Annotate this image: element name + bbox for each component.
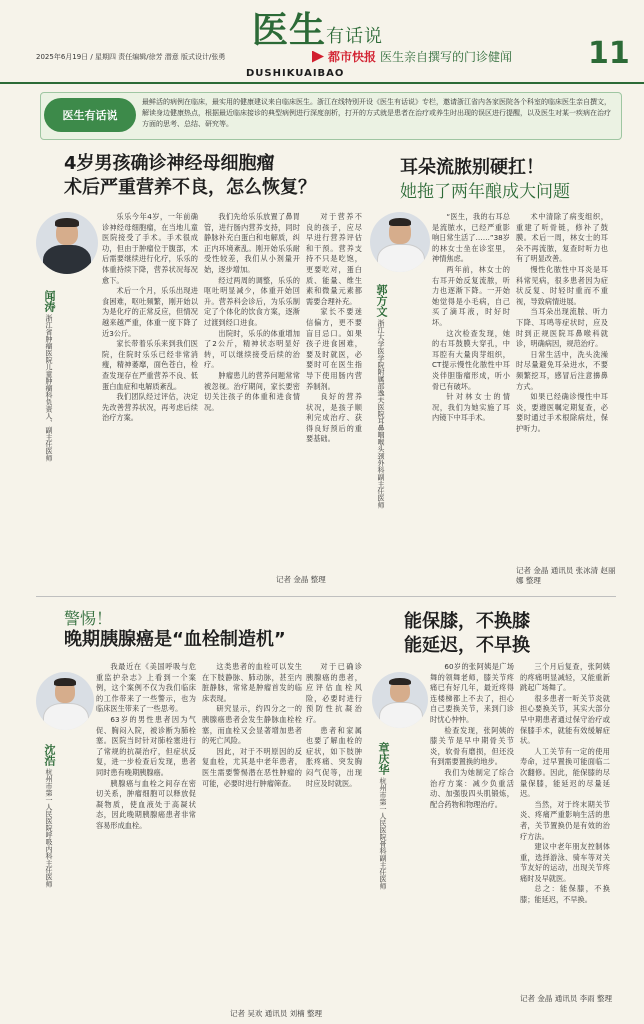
- a3-paragraph: 这类患者的血栓可以发生在下肢静脉、肺动脉，甚至内脏静脉，常常是肿瘤首发的临床表现。: [202, 662, 302, 703]
- a2-paragraph: 术中清除了病变组织，重建了听骨链，修补了鼓膜。术后一周，林女士的耳朵不再流脓，复查时听力也有了明显改善。: [516, 212, 608, 264]
- a4-author-title: 杭州市第一人民医院骨科副主任医师: [379, 777, 387, 890]
- section-title: [252, 2, 383, 53]
- a3-author-title: 杭州市第一人民医院呼吸内科主任医师: [45, 768, 53, 888]
- k-logo-icon: [312, 51, 324, 63]
- header-divider: [0, 82, 644, 84]
- a4-paragraph: 60岁的张阿姨是广场舞的领舞老师，膝关节疼痛已有好几年，最近疼得连楼梯都上不去了，担心自己要换关节，来到门诊时忧心忡忡。: [430, 662, 514, 724]
- a2-paragraph: 如果已经确诊慢性中耳炎，要遵医嘱定期复查，必要时通过手术根除病灶，保护听力。: [516, 392, 608, 433]
- a2-paragraph: 当耳朵出现流脓、听力下降、耳鸣等症状时，应及时到正规医院耳鼻喉科就诊，明确病因，规范治疗。: [516, 307, 608, 349]
- section-suffix: 有话说: [326, 26, 384, 47]
- a2-author: [376, 284, 386, 584]
- a1-column-3: [306, 212, 362, 572]
- a4-author: [378, 742, 388, 992]
- a4-author-name: 章庆华: [377, 742, 390, 775]
- a2-credit: 记者 金晶 通讯员 张冰清 赵丽娜 整理: [516, 566, 616, 585]
- a3-paragraph: 63岁的男性患者因为气促、胸闷入院，被诊断为肺栓塞。医院当时针对肺栓塞进行了常规的抗凝治疗，但症状反复，进一步检查后发现，患者同时患有晚期胰腺癌。: [96, 714, 196, 777]
- brand-slogan: 医生亲自撰写的门诊健闻: [380, 50, 513, 64]
- a1-author: [44, 290, 54, 580]
- a2-headline: 耳朵流脓别硬扛！: [400, 157, 544, 178]
- a1-paragraph: 家长不要迷信偏方，更不要盲目忌口。如果孩子进食困难，要及时就医，必要时可在医生指导下使用肠内营养制剂。: [306, 307, 362, 391]
- a2-paragraph: 这次检查发现，她的右耳鼓膜大穿孔，中耳腔有大量肉芽组织，CT提示慢性化脓性中耳炎伴胆脂瘤形成，听小骨已有破坏。: [432, 328, 510, 391]
- a1-column-2: [204, 212, 300, 582]
- a1-subheadline: 术后严重营养不良，怎么恢复？: [64, 177, 316, 198]
- intro-text: 最鲜活的病例在临床，最实用的健康建议来自临床医生。浙江在线特别开设《医生有话说》专栏，邀请浙江省内各家医院各个科室的临床医生亲自撰文，解读身边健康热点，根据最近临床接诊的典型病例进行深度剖析，打开的方式就是患者在治疗或养生时出现的误区进行提醒，以及医生对某一疾病在治疗方面的思考、总结、研究等。: [142, 98, 611, 128]
- a2-author-name: 郭方文: [375, 284, 388, 317]
- a1-column-1: [102, 212, 198, 582]
- a3-column-3: [306, 662, 362, 998]
- a2-paragraph: 两年前，林女士的右耳开始反复流脓，听力也逐渐下降。一开始她觉得是小毛病，自己买了滴耳液，时好时坏。: [432, 264, 510, 327]
- brand-logo: [312, 48, 512, 65]
- a4-paragraph: 当然，对于终末期关节炎、疼痛严重影响生活的患者，关节置换仍是有效的治疗方法。: [520, 799, 610, 841]
- a1-paragraph: 对于营养不良的孩子，应尽早进行营养评估和干预。营养支持不只是吃饱，更要吃对，蛋白质、能量、维生素和微量元素都需要合理补充。: [306, 212, 362, 306]
- a3-paragraph: 因此，对于不明原因的反复血栓，尤其是中老年患者，医生需要警惕潜在恶性肿瘤的可能，必要时进行肿瘤筛查。: [202, 746, 302, 788]
- a4-author-photo: [372, 672, 428, 728]
- a1-paragraph: 术后一个月，乐乐出现进食困难，呕吐频繁，刚开始以为是化疗的正常反应，但情况越来越严重，体重一度下降了近3公斤。: [102, 286, 198, 338]
- column-badge: 医生有话说: [44, 98, 136, 132]
- a1-credit: 记者 金晶 整理: [276, 575, 326, 584]
- a4-subheadline: 能延迟，不早换: [404, 635, 530, 656]
- a2-column-2: [516, 212, 608, 557]
- brand-name: 都市快报: [328, 50, 377, 64]
- paper-name: DUSHIKUAIBAO: [246, 68, 345, 79]
- a3-author-photo: [36, 672, 94, 730]
- a3-paragraph: 研究显示，约四分之一的胰腺癌患者会发生静脉血栓栓塞，而血栓又会显著增加患者的死亡风险。: [202, 704, 302, 746]
- a4-paragraph: 建议中老年朋友控制体重，选择游泳、骑车等对关节友好的运动，出现关节疼痛时及早就医。: [520, 842, 610, 883]
- a2-author-photo: [370, 212, 430, 272]
- a1-headline: 4岁男孩确诊神经母细胞瘤: [64, 153, 275, 174]
- a4-paragraph: 三个月后复查，张阿姨的疼痛明显减轻，又能重新跳起广场舞了。: [520, 662, 610, 693]
- a3-headline: 晚期胰腺癌是“血栓制造机”: [64, 629, 286, 650]
- a3-paragraph: 对于已确诊胰腺癌的患者，应评估血栓风险，必要时进行预防性抗凝治疗。: [306, 662, 362, 724]
- a3-author-name: 沈浩: [43, 744, 56, 766]
- a2-paragraph: “医生，我的右耳总是流脓水，已经严重影响日常生活了……”38岁的林女士坐在诊室里，神情焦虑。: [432, 212, 510, 264]
- a4-paragraph: 很多患者一听关节炎就担心要换关节，其实大部分早中期患者通过保守治疗或保膝手术，就能有效缓解症状。: [520, 693, 610, 746]
- a1-paragraph: 良好的营养状况，是孩子顺利完成治疗、获得良好预后的重要基础。: [306, 392, 362, 444]
- a1-paragraph: 家长带着乐乐来到我们医院，住院时乐乐已经非常消瘦，精神萎靡，面色苍白，检查发现存在严重营养不良、低蛋白血症和电解质紊乱。: [102, 339, 198, 391]
- issue-meta: 2025年6月19日 / 星期四 责任编辑/徐芳 潜意 版式设计/张勇: [36, 53, 226, 61]
- a4-headline: 能保膝，不换膝: [404, 611, 530, 632]
- a2-paragraph: 慢性化脓性中耳炎是耳科常见病，很多患者因为症状反复、时轻时重而不重视，导致病情进展。: [516, 264, 608, 306]
- a4-column-2: [520, 662, 610, 984]
- a2-author-title: 浙江大学医学院附属邵逸夫医院耳鼻咽喉头颈外科副主任医师: [377, 319, 385, 509]
- a4-credit: 记者 金晶 通讯员 李雨 整理: [520, 994, 613, 1003]
- page-number: 11: [588, 36, 630, 71]
- a1-paragraph: 我们先给乐乐放置了鼻胃管，进行肠内营养支持，同时静脉补充白蛋白和电解质，纠正内环境紊乱。刚开始乐乐耐受性较差，我们从小剂量开始，逐步增加。: [204, 212, 300, 274]
- a3-paragraph: 胰腺癌与血栓之间存在密切关系，肿瘤细胞可以释放促凝物质，使血液处于高凝状态，因此晚期胰腺癌患者非常容易形成血栓。: [96, 778, 196, 830]
- a4-paragraph: 我们为她制定了综合治疗方案：减少负重活动、加强股四头肌锻炼，配合药物和物理治疗。: [430, 767, 514, 809]
- a2-paragraph: 日常生活中，洗头洗澡时尽量避免耳朵进水，不要频繁挖耳，感冒后注意擤鼻方式。: [516, 349, 608, 391]
- a1-paragraph: 乐乐今年4岁，一年前确诊神经母细胞瘤，在当地儿童医院接受了手术。手术很成功，但由于肿瘤位于腹部，术后需要继续进行化疗，乐乐的体重持续下降，营养状况每况愈下。: [102, 212, 198, 285]
- a3-paragraph: 我最近在《美国呼吸与危重监护杂志》上看到一个案例，这个案例不仅为我们临床的工作带来了一些警示，也为临床医生带来了一些思考。: [96, 662, 196, 714]
- section-name: 医生: [252, 9, 327, 51]
- a4-paragraph: 总之：能保膝，不换膝；能延迟，不早换。: [520, 884, 610, 905]
- a4-paragraph: 人工关节有一定的使用寿命，过早置换可能面临二次翻修。因此，能保膝的尽量保膝，能延迟的尽量延迟。: [520, 746, 610, 799]
- a1-author-name: 闻涛: [43, 290, 56, 312]
- a4-column-1: [430, 662, 514, 1002]
- a2-paragraph: 针对林女士的情况，我们为她实施了耳内镜下中耳手术。: [432, 392, 510, 423]
- a3-credit: 记者 吴欢 通讯员 刘楠 整理: [230, 1009, 323, 1018]
- a3-column-2: [202, 662, 302, 1002]
- a1-paragraph: 我们团队经过评估，决定先改善营养状况，再考虑后续治疗方案。: [102, 392, 198, 423]
- section-divider: [36, 596, 616, 597]
- a3-paragraph: 患者和家属也要了解血栓的症状，如下肢肿胀疼痛、突发胸闷气促等，出现时应及时就医。: [306, 725, 362, 788]
- a4-paragraph: 检查发现，张阿姨的膝关节是早中期骨关节炎，软骨有磨损，但还没有到需要置换的地步。: [430, 725, 514, 767]
- a2-subheadline: 她拖了两年酿成大问题: [400, 182, 570, 202]
- a1-author-photo: [36, 212, 98, 274]
- a1-paragraph: 经过两周的调整，乐乐的呕吐明显减少，体重开始回升。营养科会诊后，为乐乐制定了个体化的饮食方案，逐渐过渡到经口进食。: [204, 275, 300, 327]
- a1-author-title: 浙江省肿瘤医院儿童肿瘤科负责人、副主任医师: [45, 314, 53, 462]
- a3-kicker: 警惕！: [64, 609, 113, 628]
- a1-paragraph: 出院时，乐乐的体重增加了2公斤，精神状态明显好转，可以继续接受后续的治疗。: [204, 328, 300, 370]
- a3-column-1: [96, 662, 196, 1002]
- a1-paragraph: 肿瘤患儿的营养问题常常被忽视。治疗期间，家长要密切关注孩子的体重和进食情况。: [204, 370, 300, 412]
- a3-author: [44, 744, 54, 994]
- a2-column-1: [432, 212, 510, 582]
